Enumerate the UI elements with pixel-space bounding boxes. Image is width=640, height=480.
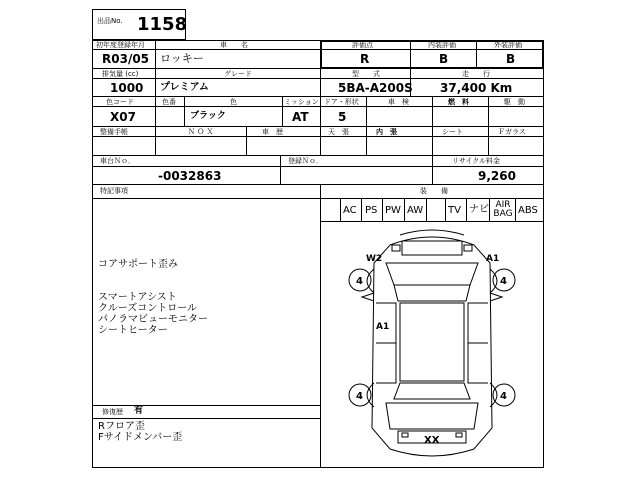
- chassis-number-label: 車台Ｎｏ．: [100, 157, 135, 165]
- displacement-value: 1000: [110, 81, 144, 95]
- tire-depth: 4: [356, 391, 363, 402]
- recycle-fee-label: リサイクル料金: [452, 157, 501, 165]
- tire-depth: 4: [356, 276, 363, 287]
- roof: [400, 303, 464, 381]
- sheet-number-label: 出品No.: [97, 17, 123, 25]
- equipment-ac: AC: [343, 205, 357, 216]
- registration-number-label: 登録Ｎｏ．: [288, 157, 323, 165]
- mileage-value: 37,400 Km: [440, 81, 513, 95]
- note-line: スマートアシスト: [98, 292, 177, 303]
- recycle-fee-value: 9,260: [478, 169, 516, 183]
- repair-history-value: 有: [134, 406, 144, 416]
- tire-depth: 4: [500, 391, 507, 402]
- chassis-number-value: -0032863: [158, 169, 222, 183]
- car-body-outline: [372, 237, 492, 456]
- interior-trim-label: 内 張: [376, 128, 397, 136]
- color-label: 色: [230, 98, 237, 106]
- equipment-navi: ナビ: [469, 204, 489, 215]
- doors-label: ドア・形状: [324, 98, 359, 106]
- displacement-label: 排気量 (cc): [102, 70, 139, 78]
- model-value: 5BA-A200S: [338, 81, 413, 95]
- doors-value: 5: [338, 110, 347, 124]
- color-code-label: 色コード: [106, 98, 134, 106]
- score-value: R: [360, 52, 370, 66]
- damage-mark-a1-left: A1: [376, 322, 390, 332]
- car-name-value: ロッキー: [160, 52, 204, 65]
- front-grille: [402, 241, 462, 255]
- equipment-section-label: 装 備: [420, 187, 448, 195]
- color-value: ブラック: [190, 111, 226, 121]
- grade-label: グレード: [224, 70, 252, 78]
- notes-list: [98, 259, 313, 336]
- equipment-aw: AW: [407, 205, 424, 216]
- mirror-right: [490, 293, 502, 301]
- equipment-pw: PW: [385, 205, 401, 216]
- notes-section-label: 特記事項: [100, 187, 128, 195]
- note-line: パノラマビューモニター: [98, 314, 208, 325]
- grade-value: プレミアム: [160, 82, 209, 93]
- exterior-score-value: B: [506, 52, 516, 66]
- damage-mark-a1-front: A1: [486, 254, 500, 264]
- color-number-label: 色番: [162, 98, 176, 106]
- reg-year-label: 初年度登録年月: [96, 41, 145, 49]
- nox-label: Ｎ Ｏ Ｘ: [188, 128, 214, 136]
- headlight-right: [464, 245, 472, 251]
- damage-mark-xx: XX: [424, 435, 440, 446]
- interior-score-label: 内装評価: [428, 41, 456, 49]
- note-line: コアサポート歪み: [98, 259, 178, 270]
- sheet-number-box: [92, 9, 186, 40]
- repair-item: Rフロア歪: [98, 421, 145, 432]
- equipment-ps: PS: [365, 205, 378, 216]
- mirror-left: [362, 293, 374, 301]
- note-line: [98, 270, 313, 292]
- windshield: [394, 285, 470, 301]
- headlight-left: [392, 245, 400, 251]
- car-name-label: 車 名: [220, 41, 248, 49]
- car-damage-diagram: [320, 223, 544, 468]
- interior-score-value: B: [439, 52, 449, 66]
- transmission-value: AT: [292, 110, 309, 124]
- equipment-abs: ABS: [518, 205, 538, 216]
- exterior-score-label: 外装評価: [494, 41, 522, 49]
- note-line: クルーズコントロール: [98, 303, 197, 314]
- roof-label: 天 張: [328, 128, 349, 136]
- hood: [386, 263, 478, 285]
- repair-history-label: 修復歴: [102, 408, 123, 416]
- maintenance-book-label: 整備手帳: [100, 128, 128, 136]
- f-glass-label: Ｆガラス: [498, 128, 526, 136]
- damage-mark-w2: W2: [366, 254, 383, 264]
- front-bumper: [400, 230, 464, 235]
- rear-window: [394, 383, 470, 399]
- mileage-label: 走 行: [462, 70, 490, 78]
- sheet-number-value: 1158: [137, 14, 188, 35]
- model-label: 型 式: [352, 70, 380, 78]
- repair-item: Fサイドメンバー歪: [98, 432, 183, 443]
- history-label: 車 歴: [262, 128, 283, 136]
- seat-label: シート: [442, 128, 463, 136]
- rear-hatch: [386, 403, 478, 429]
- reg-year-value: R03/05: [102, 52, 150, 66]
- color-code-value: X07: [110, 110, 136, 124]
- fuel-label: 燃 料: [448, 98, 469, 106]
- inspection-label: 車 検: [388, 98, 409, 106]
- equipment-airbag: AIR BAG: [493, 200, 513, 219]
- equipment-row: [320, 199, 544, 222]
- drive-label: 駆 動: [504, 98, 525, 106]
- score-label: 評価点: [352, 41, 373, 49]
- transmission-label: ミッション: [284, 98, 319, 106]
- equipment-tv: TV: [448, 205, 461, 216]
- tire-depth: 4: [500, 276, 507, 287]
- note-line: シートヒーター: [98, 325, 168, 336]
